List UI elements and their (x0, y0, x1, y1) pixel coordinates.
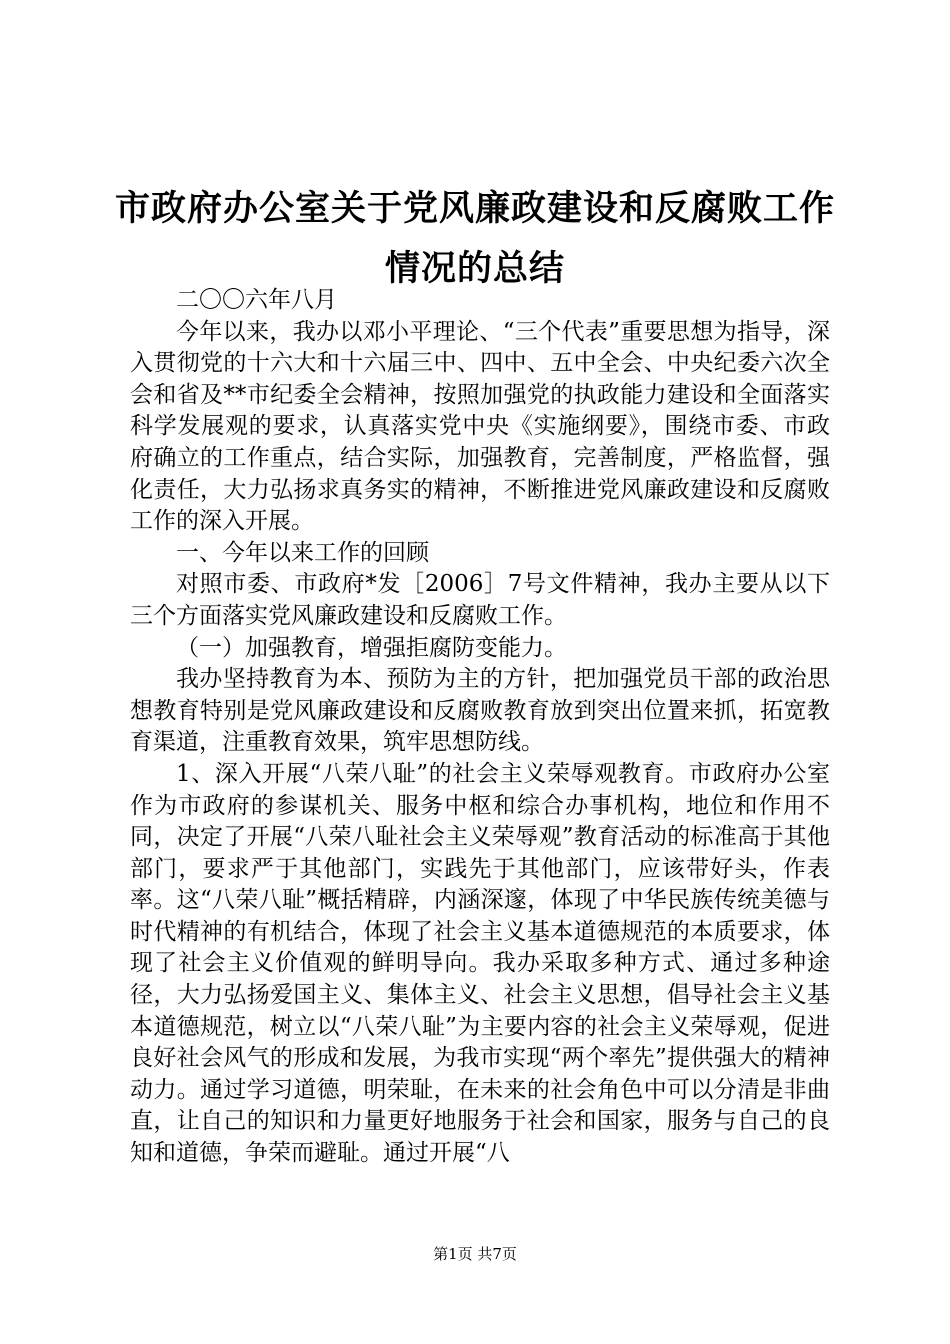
body-paragraph-4: 我办坚持教育为本、预防为主的方针，把加强党员干部的政治思想教育特别是党风廉政建设和反腐败教育放到突出位置来抓，拓宽教育渠道，注重教育效果，筑牢思想防线。 (130, 666, 830, 756)
document-title-line-1: 市政府办公室关于党风廉政建设和反腐败工作 (114, 189, 835, 229)
page-footer (0, 1245, 950, 1263)
body-paragraph-2: 对照市委、市政府*发［2006］7号文件精神，我办主要从以下三个方面落实党风廉政建设和反腐败工作。 (130, 571, 830, 629)
page-indicator: 第1页 共7页 (433, 1245, 517, 1263)
body-paragraph-5: 1、深入开展“八荣八耻”的社会主义荣辱观教育。市政府办公室作为市政府的参谋机关、服务中枢和综合办事机构，地位和作用不同，决定了开展“八荣八耻社会主义荣辱观”教育活动的标准高于其他部门，要求严于其他部门，实践先于其他部门，应该带好头，作表率。这“八荣八耻”概括精辟，内涵深邃，体现了中华民族传统美德与时代精神的有机结合，体现了社会主义基本道德规范的本质要求，体现了社会主义价值观的鲜明导向。我办采取多种方式、通过多种途径，大力弘扬爱国主义、集体主义、社会主义思想，倡导社会主义基本道德规范，树立以“八荣八耻”为主要内容的社会主义荣辱观，促进良好社会风气的形成和发展，为我市实现“两个率先”提供强大的精神动力。通过学习道德，明荣耻，在未来的社会角色中可以分清是非曲直，让自己的知识和力量更好地服务于社会和国家，服务与自己的良知和道德，争荣而避耻。通过开展“八 (130, 760, 830, 1167)
document-title-line-2: 情况的总结 (384, 249, 565, 289)
document-date: 二〇〇六年八月 (176, 287, 337, 313)
document-body (130, 285, 830, 1170)
subsection-heading-1: （一）加强教育，增强拒腐防变能力。 (176, 634, 567, 661)
section-heading-1: 一、今年以来工作的回顾 (176, 539, 429, 566)
body-paragraph-intro: 今年以来，我办以邓小平理论、“三个代表”重要思想为指导，深入贯彻党的十六大和十六届三中、四中、五中全会、中央纪委六次全会和省及**市纪委全会精神，按照加强党的执政能力建设和全面落实科学发展观的要求，认真落实党中央《实施纲要》，围绕市委、市政府确立的工作重点，结合实际，加强教育，完善制度，严格监督，强化责任，大力弘扬求真务实的精神，不断推进党风廉政建设和反腐败工作的深入开展。 (130, 318, 830, 535)
